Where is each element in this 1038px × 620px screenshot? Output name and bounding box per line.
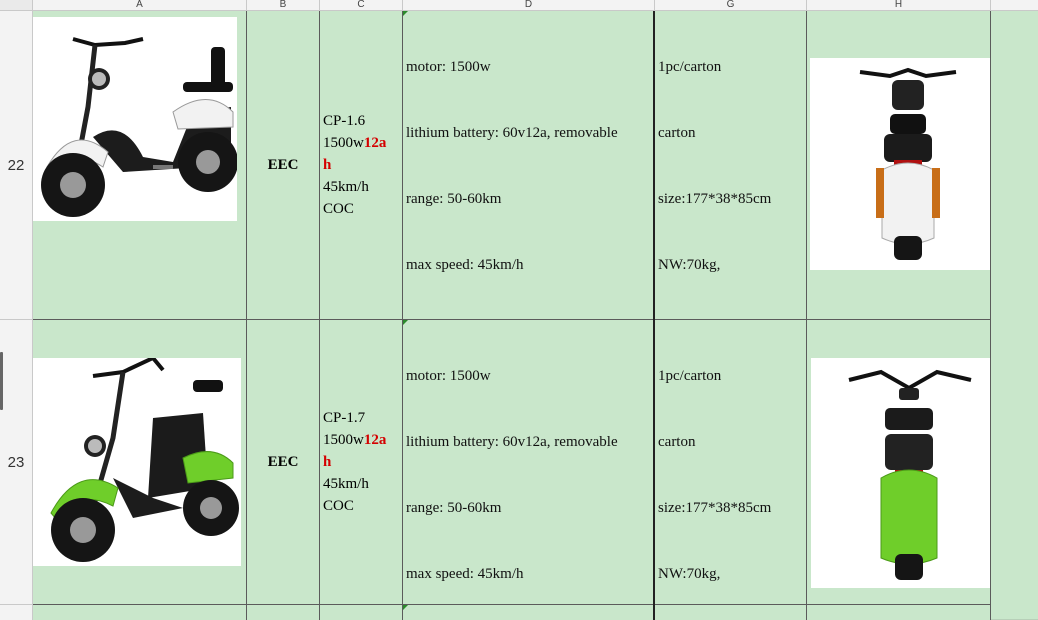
product-photo-side <box>33 17 237 221</box>
packing-info <box>655 605 806 620</box>
spec-line: range: 50-60km <box>406 191 502 207</box>
row-header-22[interactable]: 22 <box>0 11 33 320</box>
cell-g24[interactable] <box>655 605 807 620</box>
spec-line: range: 50-60km <box>406 500 502 516</box>
spec-list <box>403 605 654 620</box>
cell-h23[interactable] <box>807 320 991 605</box>
model-info <box>320 320 402 604</box>
cell-c23[interactable] <box>320 320 403 605</box>
column-header-a[interactable]: A <box>33 0 247 11</box>
cell-c22[interactable] <box>320 11 403 320</box>
certification-label: EEC <box>267 156 299 173</box>
model-info <box>320 11 402 319</box>
cell-column-i[interactable] <box>991 11 1038 620</box>
cell-d22[interactable] <box>403 11 655 320</box>
cell-a24[interactable] <box>33 605 247 620</box>
hidden-columns-divider <box>653 11 655 620</box>
row-header-24[interactable] <box>0 605 33 620</box>
packing-line: size:177*38*85cm <box>658 191 772 207</box>
column-header-b[interactable]: B <box>247 0 320 11</box>
cell-a22[interactable] <box>33 11 247 320</box>
packing-info <box>655 11 806 320</box>
model-power-battery: 1500w12a <box>323 135 387 151</box>
cell-h24[interactable] <box>807 605 991 620</box>
comment-flag-icon <box>403 320 408 325</box>
cell-c24[interactable] <box>320 605 403 620</box>
model-name: CP-1.7 <box>323 410 366 426</box>
column-header-d[interactable]: D <box>403 0 655 11</box>
model-speed: 45km/h <box>323 179 369 195</box>
packing-line: carton <box>658 125 696 141</box>
cell-a23[interactable] <box>33 320 247 605</box>
cell-b22[interactable] <box>247 11 320 320</box>
certification-label: EEC <box>267 453 299 470</box>
row-header-23[interactable]: 23 <box>0 320 33 605</box>
cell-d24[interactable] <box>403 605 655 620</box>
packing-line: carton <box>658 434 696 450</box>
model-power-battery: 1500w12a <box>323 432 387 448</box>
cell-b23[interactable] <box>247 320 320 605</box>
packing-info <box>655 320 806 605</box>
column-header-g[interactable]: G <box>655 0 807 11</box>
cell-h22[interactable] <box>807 11 991 320</box>
packing-line: NW:70kg, <box>658 257 721 273</box>
model-battery-unit: h <box>323 454 332 470</box>
model-name: CP-1.6 <box>323 113 366 129</box>
column-header-blank[interactable] <box>991 0 1038 11</box>
packing-line: 1pc/carton <box>658 368 722 384</box>
model-cert: COC <box>323 498 354 514</box>
packing-line: size:177*38*85cm <box>658 500 772 516</box>
product-photo-rear <box>811 358 991 588</box>
spec-line: max speed: 45km/h <box>406 566 524 582</box>
comment-flag-icon <box>403 605 408 610</box>
comment-flag-icon <box>403 11 408 16</box>
spec-line: lithium battery: 60v12a, removable <box>406 434 618 450</box>
column-header-h[interactable]: H <box>807 0 991 11</box>
spec-line: motor: 1500w <box>406 368 491 384</box>
spec-list <box>403 320 654 605</box>
model-speed: 45km/h <box>323 476 369 492</box>
spec-list <box>403 11 654 320</box>
cell-g22[interactable] <box>655 11 807 320</box>
row-resize-handle[interactable] <box>0 352 3 410</box>
column-header-c[interactable]: C <box>320 0 403 11</box>
spec-line: max speed: 45km/h <box>406 257 524 273</box>
model-cert: COC <box>323 201 354 217</box>
product-photo-rear <box>810 58 991 270</box>
cell-b24[interactable] <box>247 605 320 620</box>
cell-d23[interactable] <box>403 320 655 605</box>
cell-g23[interactable] <box>655 320 807 605</box>
packing-line: 1pc/carton <box>658 59 722 75</box>
product-photo-side <box>33 358 241 566</box>
model-battery-unit: h <box>323 157 332 173</box>
spec-line: lithium battery: 60v12a, removable <box>406 125 618 141</box>
packing-line: NW:70kg, <box>658 566 721 582</box>
select-all-corner[interactable] <box>0 0 33 11</box>
spec-line: motor: 1500w <box>406 59 491 75</box>
